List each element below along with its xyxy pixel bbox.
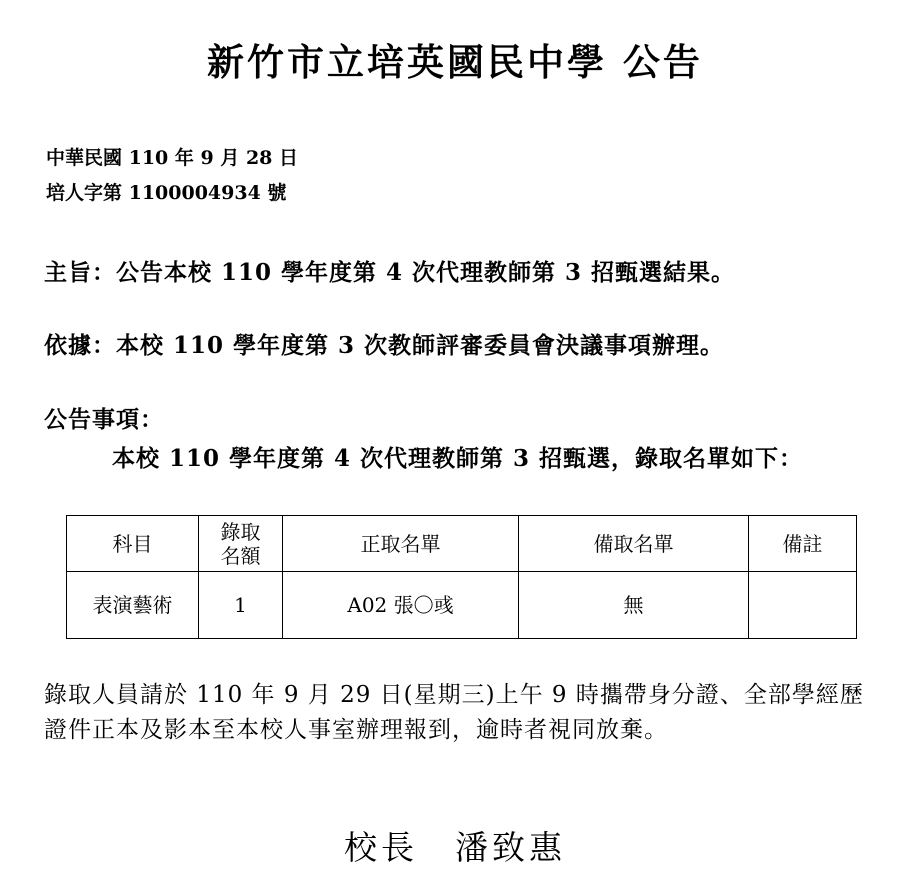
header-admitted: 正取名單 xyxy=(283,516,519,572)
basis-line: 依據：本校 110 學年度第 3 次教師評審委員會決議事項辦理。 xyxy=(44,332,725,359)
header-quota: 錄取名額 xyxy=(199,516,283,572)
principal-signature: 校長 潘致惠 xyxy=(344,828,566,867)
table-header-row xyxy=(67,516,857,572)
cell-remarks xyxy=(749,572,857,639)
document-number: 培人字第 1100004934 號 xyxy=(46,182,287,204)
announcement-items-heading: 公告事項： xyxy=(44,406,164,433)
announcement-title: 新竹市立培英國民中學 公告 xyxy=(207,40,703,84)
header-waitlist: 備取名單 xyxy=(519,516,749,572)
admission-result-table xyxy=(66,515,857,639)
header-subject: 科目 xyxy=(67,516,199,572)
admission-list-intro: 本校 110 學年度第 4 次代理教師第 3 招甄選，錄取名單如下： xyxy=(112,445,804,472)
subject-line: 主旨：公告本校 110 學年度第 4 次代理教師第 3 招甄選結果。 xyxy=(44,259,736,286)
header-remarks: 備註 xyxy=(749,516,857,572)
registration-notice: 錄取人員請於 110 年 9 月 29 日(星期三)上午 9 時攜帶身分證、全部學經歷證件正本及影本至本校人事室辦理報到，逾時者視同放棄。 xyxy=(44,682,864,743)
announcement-date: 中華民國 110 年 9 月 28 日 xyxy=(46,147,299,169)
cell-quota: 1 xyxy=(199,572,283,639)
cell-admitted: A02 張〇彧 xyxy=(283,572,519,639)
table-row xyxy=(67,572,857,639)
cell-waitlist: 無 xyxy=(519,572,749,639)
cell-subject: 表演藝術 xyxy=(67,572,199,639)
